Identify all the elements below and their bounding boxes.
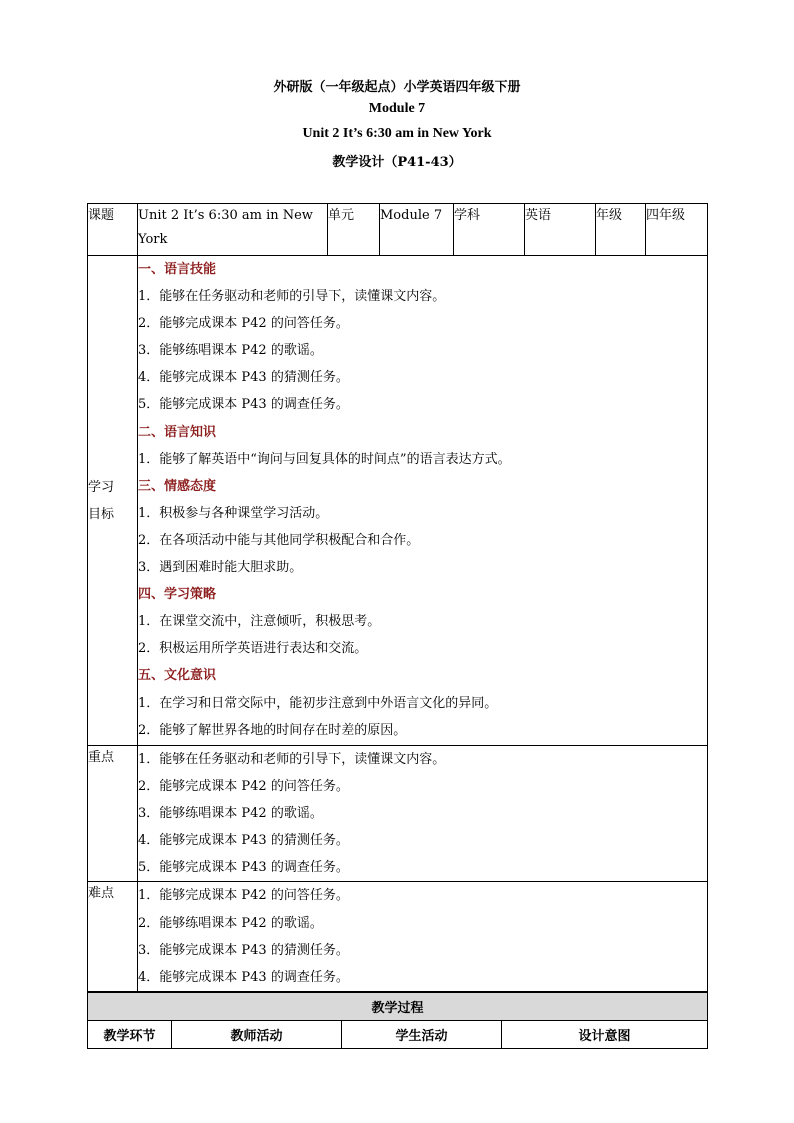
unit-value: Module 7 — [380, 204, 454, 256]
list-item: 4．能够完成课本 P43 的猜测任务。 — [138, 370, 349, 386]
list-item: 1．能够完成课本 P42 的问答任务。 — [138, 888, 349, 904]
doc-title: 外研版（一年级起点）小学英语四年级下册 — [273, 80, 521, 95]
list-item: 2．能够完成课本 P42 的问答任务。 — [138, 779, 349, 795]
section-title-learning-strategy: 四、学习策略 — [138, 587, 217, 603]
subject-label: 学科 — [454, 204, 525, 256]
key-points-content — [138, 746, 708, 882]
topic-label: 课题 — [88, 204, 138, 256]
subject-value: 英语 — [525, 204, 596, 256]
unit-title: Unit 2 It’s 6:30 am in New York — [302, 126, 492, 141]
section-title-language-skills: 一、语言技能 — [138, 262, 217, 277]
process-title-row — [88, 993, 708, 1021]
col-teaching-step: 教学环节 — [88, 1021, 172, 1049]
key-points-label: 重点 — [88, 746, 138, 882]
list-item: 5．能够完成课本 P43 的调查任务。 — [138, 397, 349, 413]
list-item: 1．能够在任务驱动和老师的引导下，读懂课文内容。 — [138, 289, 446, 305]
module-title: Module 7 — [368, 101, 426, 116]
goals-label — [88, 256, 138, 746]
col-teacher-activity: 教师活动 — [172, 1021, 342, 1049]
process-table — [87, 992, 708, 1049]
section-title-cultural-awareness: 五、文化意识 — [138, 668, 217, 684]
list-item: 2．在各项活动中能与其他同学积极配合和合作。 — [138, 532, 420, 548]
list-item: 1．能够在任务驱动和老师的引导下，读懂课文内容。 — [138, 752, 446, 767]
list-item: 1．积极参与各种课堂学习活动。 — [138, 505, 329, 521]
topic-line-2: York — [138, 232, 168, 247]
list-item: 1．能够了解英语中“询问与回复具体的时间点”的语言表达方式。 — [138, 451, 511, 467]
process-header-row — [88, 1021, 708, 1049]
list-item: 4．能够完成课本 P43 的猜测任务。 — [138, 833, 349, 849]
list-item: 2．能够完成课本 P42 的问答任务。 — [138, 316, 349, 332]
list-item: 3．能够练唱课本 P42 的歌谣。 — [138, 343, 323, 359]
section-title-attitude: 三、情感态度 — [138, 478, 217, 494]
goals-label-line-1: 学习 — [88, 479, 115, 495]
list-item: 1．在课堂交流中，注意倾听，积极思考。 — [138, 614, 381, 630]
topic-value — [138, 204, 328, 256]
grade-label: 年级 — [596, 204, 646, 256]
difficulties-content — [138, 882, 708, 992]
lesson-plan-table — [87, 203, 708, 992]
col-design-intent: 设计意图 — [502, 1021, 708, 1049]
list-item: 5．能够完成课本 P43 的调查任务。 — [138, 860, 349, 876]
design-title: 教学设计（P41-43） — [332, 155, 462, 170]
grade-value: 四年级 — [646, 204, 708, 256]
process-title: 教学过程 — [88, 993, 708, 1021]
list-item: 3．能够完成课本 P43 的猜测任务。 — [138, 942, 349, 958]
unit-label: 单元 — [328, 204, 380, 256]
topic-line-1: Unit 2 It’s 6:30 am in New — [138, 208, 313, 223]
goals-content — [138, 256, 708, 746]
col-student-activity: 学生活动 — [342, 1021, 502, 1049]
key-points-row — [88, 746, 708, 882]
goals-label-line-2: 目标 — [88, 506, 115, 522]
list-item: 3．能够练唱课本 P42 的歌谣。 — [138, 806, 323, 822]
list-item: 1．在学习和日常交际中，能初步注意到中外语言文化的异同。 — [138, 695, 498, 711]
goals-row — [88, 256, 708, 746]
list-item: 2．能够练唱课本 P42 的歌谣。 — [138, 915, 323, 931]
info-row — [88, 204, 708, 256]
difficulties-label: 难点 — [88, 882, 138, 992]
list-item: 4．能够完成课本 P43 的调查任务。 — [138, 969, 349, 985]
list-item: 2．积极运用所学英语进行表达和交流。 — [138, 641, 368, 657]
difficulties-row — [88, 882, 708, 992]
list-item: 3．遇到困难时能大胆求助。 — [138, 560, 303, 576]
list-item: 2．能够了解世界各地的时间存在时差的原因。 — [138, 722, 407, 738]
section-title-language-knowledge: 二、语言知识 — [138, 424, 217, 440]
